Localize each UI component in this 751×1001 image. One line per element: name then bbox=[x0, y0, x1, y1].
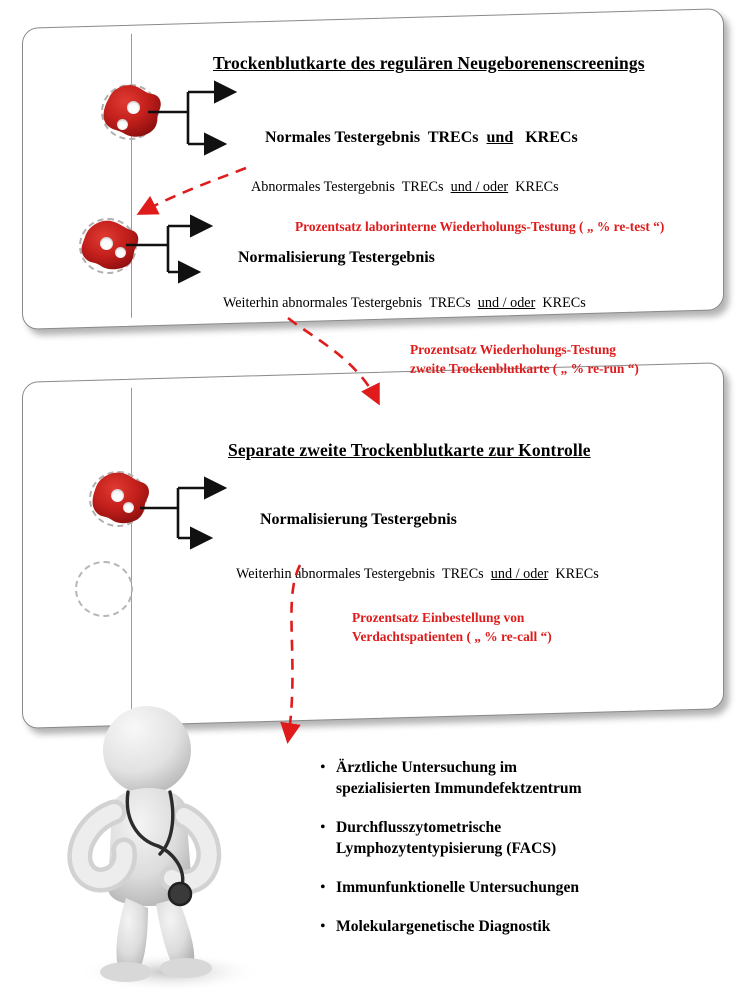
punch-hole bbox=[100, 237, 113, 250]
text-und: und bbox=[486, 129, 514, 146]
text-trecs: TRECs bbox=[441, 566, 484, 582]
list-item bbox=[320, 757, 730, 799]
red-note-retest: Prozentsatz laborinterne Wiederholungs-Testung ( „ % re-test “) bbox=[295, 219, 665, 234]
card2-normal: Normalisierung Testergebnis bbox=[260, 511, 457, 528]
empty-spot-icon bbox=[71, 558, 143, 622]
red-note-recall-line1: Prozentsatz Einbestellung von bbox=[352, 610, 525, 625]
text-trecs: TRECs bbox=[401, 179, 444, 195]
text-trecs: TRECs bbox=[428, 295, 471, 311]
red-note-recall bbox=[352, 608, 552, 646]
text-krecs: KRECs bbox=[542, 295, 586, 311]
card-first-dried-blood-spot bbox=[22, 8, 724, 330]
red-note-recall-line2: Verdachtspatienten ( „ % re-call “) bbox=[352, 629, 552, 644]
punch-hole bbox=[117, 119, 128, 130]
blood-spot-icon-1 bbox=[97, 81, 169, 145]
doctor-figure-with-stethoscope bbox=[52, 700, 322, 995]
text-abnormal-result: Abnormales Testergebnis bbox=[251, 179, 395, 195]
red-note-rerun-line2: zweite Trockenblutkarte ( „ % re-run “) bbox=[410, 361, 639, 376]
figure-foot-left bbox=[100, 962, 152, 982]
text-und-oder: und / oder bbox=[477, 295, 536, 311]
bullet-marker: • bbox=[320, 759, 326, 776]
text-krecs: KRECs bbox=[525, 129, 578, 146]
card-content bbox=[23, 373, 723, 718]
text-trecs: TRECs bbox=[427, 129, 479, 146]
text-und-oder: und / oder bbox=[490, 566, 549, 582]
blood-spot-icon-3 bbox=[85, 468, 157, 532]
card2-title: Separate zweite Trockenblutkarte zur Kontrolle bbox=[228, 440, 591, 460]
red-note-rerun-line1: Prozentsatz Wiederholungs-Testung bbox=[410, 342, 616, 357]
list-item bbox=[320, 877, 730, 898]
bullet-list bbox=[320, 757, 730, 955]
card1-title: Trockenblutkarte des regulären Neugeborenenscreenings bbox=[213, 53, 645, 73]
punch-hole bbox=[127, 101, 140, 114]
text-krecs: KRECs bbox=[515, 179, 559, 195]
text-und-oder: und / oder bbox=[450, 179, 509, 195]
figure-foot-right bbox=[160, 958, 212, 978]
text-krecs: KRECs bbox=[555, 566, 599, 582]
figure-head bbox=[103, 706, 191, 794]
list-item bbox=[320, 817, 730, 859]
list-item-label: Ärztliche Untersuchung im spezialisierten Immundefektzentrum bbox=[336, 759, 582, 797]
punch-hole bbox=[115, 247, 126, 258]
punch-hole bbox=[111, 489, 124, 502]
list-item-label: Molekulargenetische Diagnostik bbox=[336, 918, 551, 935]
bullet-marker: • bbox=[320, 819, 326, 836]
list-item bbox=[320, 916, 730, 937]
bullet-marker: • bbox=[320, 879, 326, 896]
blood-spot-icon-2 bbox=[75, 215, 147, 279]
text-still-abnormal: Weiterhin abnormales Testergebnis bbox=[223, 295, 423, 311]
card2-abnormal bbox=[236, 566, 599, 583]
red-note-rerun bbox=[410, 340, 639, 378]
card-content bbox=[23, 19, 723, 319]
card1-branch1-normal bbox=[265, 129, 578, 147]
card-second-dried-blood-spot bbox=[22, 362, 724, 729]
text-still-abnormal: Weiterhin abnormales Testergebnis bbox=[236, 566, 436, 582]
text-normal-result: Normales Testergebnis bbox=[265, 129, 421, 146]
bullet-marker: • bbox=[320, 918, 326, 935]
punch-hole bbox=[123, 502, 134, 513]
list-item-label: Durchflusszytometrische Lymphozytentypisierung (FACS) bbox=[336, 819, 557, 857]
spot-ring bbox=[75, 561, 133, 617]
list-item-label: Immunfunktionelle Untersuchungen bbox=[336, 879, 580, 896]
card1-branch1-abnormal bbox=[251, 179, 559, 196]
card1-branch2-normal: Normalisierung Testergebnis bbox=[238, 249, 435, 266]
card1-branch2-abnormal bbox=[223, 295, 586, 312]
